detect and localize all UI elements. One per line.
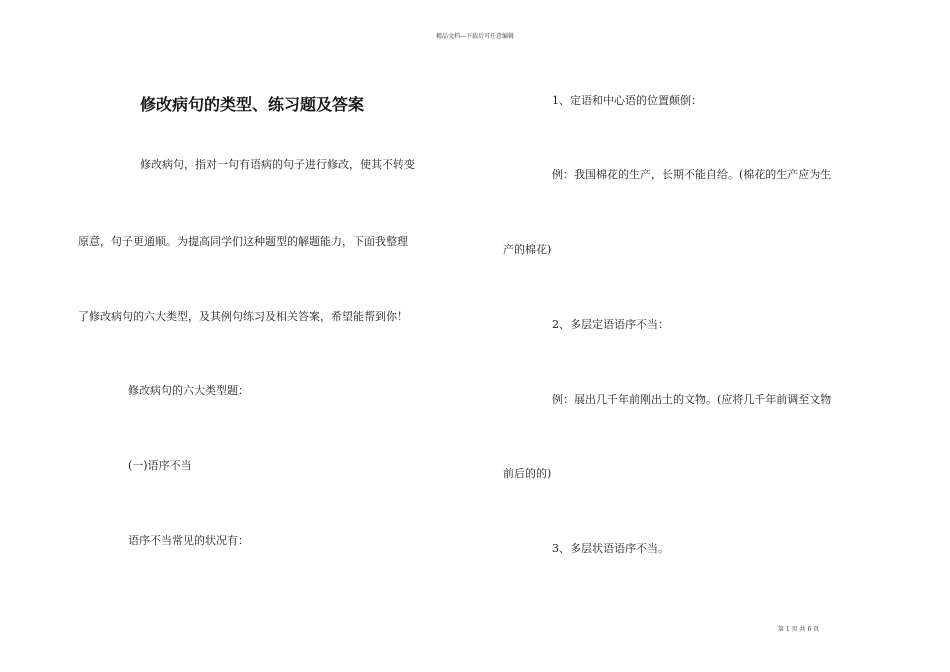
list-item-heading: 3、多层状语语序不当。 [552, 542, 669, 555]
example-line: 例：展出几千年前刚出土的文物。(应将几千年前调至文物 [552, 393, 832, 406]
list-item-heading: 2、多层定语语序不当： [552, 318, 669, 331]
paragraph-line: 了修改病句的六大类型，及其例句练习及相关答案，希望能帮到你！ [78, 310, 408, 323]
example-line: 前后的的) [503, 467, 552, 480]
subsection-heading: (一)语序不当 [128, 459, 192, 472]
example-line: 产的棉花) [503, 243, 552, 256]
section-heading: 修改病句的六大类型题： [128, 384, 249, 397]
header-note: 精品文档---下载后可任意编辑 [435, 33, 515, 40]
page-number: 第 1 页 共 6 页 [778, 626, 820, 633]
paragraph-line: 原意，句子更通顺。为提高同学们这种题型的解题能力，下面我整理 [78, 235, 408, 248]
paragraph-line: 修改病句，指对一句有语病的句子进行修改，使其不转变 [140, 158, 415, 171]
paragraph-line: 语序不当常见的状况有： [128, 534, 249, 547]
list-item-heading: 1、定语和中心语的位置颠倒： [552, 94, 702, 107]
example-line: 例：我国棉花的生产，长期不能自给。(棉花的生产应为生 [552, 168, 832, 181]
document-title: 修改病句的类型、练习题及答案 [140, 95, 365, 114]
